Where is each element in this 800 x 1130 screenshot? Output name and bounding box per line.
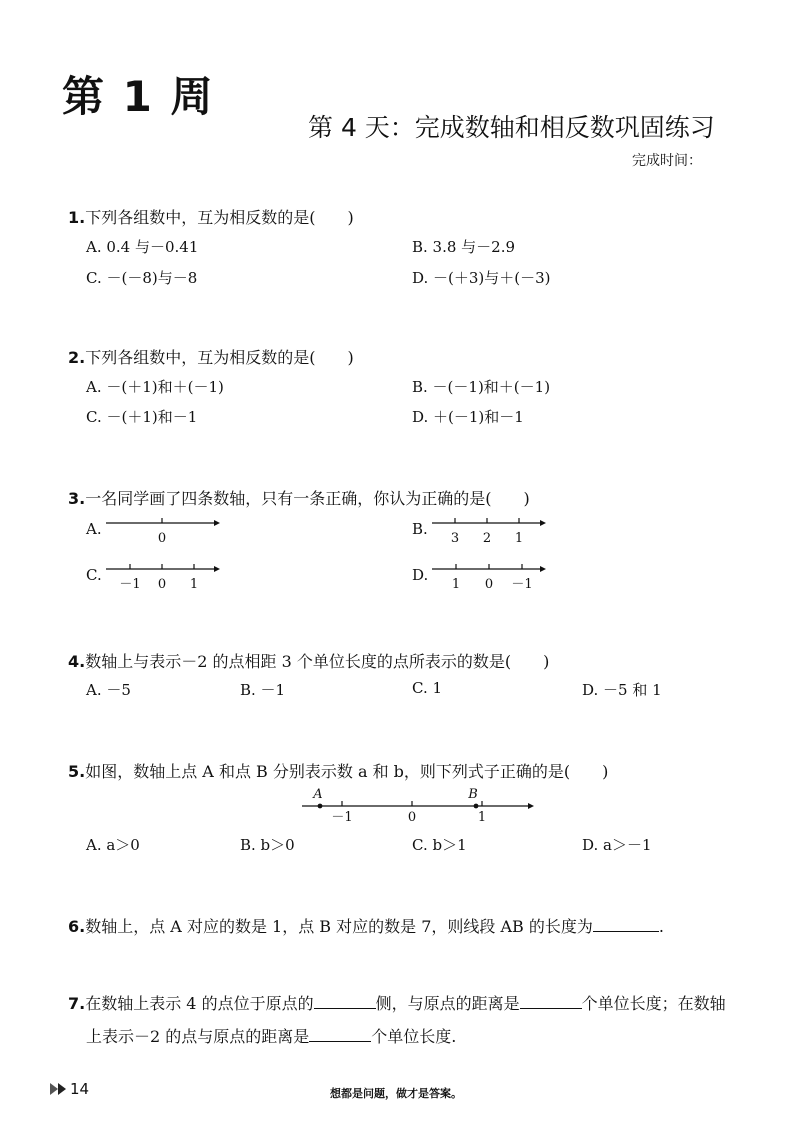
option-a: A. －5	[86, 681, 131, 699]
completion-time-label: 完成时间：	[632, 153, 702, 169]
question-number: 2.	[68, 348, 86, 367]
tick-label: 1	[477, 810, 487, 825]
footer-motto: 想都是问题，做才是答案。	[330, 1087, 462, 1100]
day-title: 第 4 天：完成数轴和相反数巩固练习	[308, 113, 715, 142]
answer-blank-side[interactable]	[314, 994, 376, 1009]
question-number: 4.	[68, 652, 86, 671]
question-stem: 数轴上与表示－2 的点相距 3 个单位长度的点所表示的数是( )	[85, 652, 550, 671]
option-b: B. b＞0	[240, 836, 295, 854]
option-c: C. －(－8)与－8	[86, 269, 198, 287]
tick-label: －1	[331, 810, 353, 825]
question-stem: 下列各组数中，互为相反数的是( )	[85, 208, 354, 227]
question-stem: 侧，与原点的距离是	[375, 994, 520, 1013]
tick-label: 2	[482, 531, 492, 546]
point-a-label: A	[313, 787, 323, 802]
question-number: 3.	[68, 489, 86, 508]
point-a-dot	[318, 804, 323, 809]
option-b: B. －1	[240, 681, 286, 699]
question-5	[68, 759, 608, 782]
number-line-a	[104, 514, 224, 548]
option-d: D.	[412, 566, 429, 584]
question-6	[68, 914, 664, 937]
option-c: C. b＞1	[412, 836, 467, 854]
question-number: 7.	[68, 994, 86, 1013]
question-number: 1.	[68, 208, 86, 227]
tick-label: 0	[157, 577, 167, 592]
question-stem: 一名同学画了四条数轴，只有一条正确，你认为正确的是( )	[85, 489, 530, 508]
option-b: B.	[412, 520, 428, 538]
question-stem: 数轴上，点 A 对应的数是 1，点 B 对应的数是 7，则线段 AB 的长度为	[85, 917, 593, 936]
option-a: A.	[86, 520, 102, 538]
option-d: D. a＞－1	[582, 836, 652, 854]
option-d: D. －(＋3)与＋(－3)	[412, 269, 551, 287]
tick-label: 3	[450, 531, 460, 546]
answer-blank-distance-4[interactable]	[520, 994, 582, 1009]
tick-label: 1	[451, 577, 461, 592]
question-number: 6.	[68, 917, 86, 936]
question-3	[68, 486, 530, 509]
answer-blank-distance-neg2[interactable]	[309, 1027, 371, 1042]
option-d: D. ＋(－1)和－1	[412, 408, 524, 426]
option-c: C. 1	[412, 679, 443, 697]
option-b: B. －(－1)和＋(－1)	[412, 378, 551, 396]
tick-label: 1	[514, 531, 524, 546]
option-d: D. －5 和 1	[582, 681, 662, 699]
option-c: C.	[86, 566, 102, 584]
question-stem: 个单位长度.	[371, 1027, 457, 1046]
question-stem: 在数轴上表示 4 的点位于原点的	[85, 994, 314, 1013]
option-a: A. －(＋1)和＋(－1)	[86, 378, 224, 396]
point-b-dot	[474, 804, 479, 809]
tick-label: 0	[484, 577, 494, 592]
tick-label: 0	[157, 531, 167, 546]
number-line-d	[430, 560, 550, 594]
week-title: 第 1 周	[62, 72, 215, 121]
question-stem: 下列各组数中，互为相反数的是( )	[85, 348, 354, 367]
question-4	[68, 649, 549, 672]
option-b: B. 3.8 与－2.9	[412, 238, 516, 256]
question-stem: 如图，数轴上点 A 和点 B 分别表示数 a 和 b，则下列式子正确的是( )	[85, 762, 609, 781]
page-number: 14	[70, 1080, 90, 1098]
option-a: A. 0.4 与－0.41	[86, 238, 199, 256]
number-line-c	[104, 560, 224, 594]
question-stem-end: .	[658, 917, 664, 936]
question-number: 5.	[68, 762, 86, 781]
tick-label: 1	[189, 577, 199, 592]
tick-label: －1	[511, 577, 533, 592]
question-1	[68, 205, 354, 228]
number-line-b	[430, 514, 550, 548]
double-arrow-icon	[50, 1082, 70, 1096]
option-a: A. a＞0	[86, 836, 140, 854]
tick-label: 0	[407, 810, 417, 825]
option-c: C. －(＋1)和－1	[86, 408, 198, 426]
point-b-label: B	[468, 787, 478, 802]
tick-label: －1	[119, 577, 141, 592]
answer-blank[interactable]	[593, 917, 659, 932]
question-5-number-line	[300, 786, 540, 826]
question-7-line-1	[68, 991, 726, 1014]
question-7-line-2	[86, 1024, 456, 1047]
question-stem: 个单位长度；在数轴	[581, 994, 726, 1013]
question-stem: 上表示－2 的点与原点的距离是	[86, 1027, 310, 1046]
question-2	[68, 345, 354, 368]
